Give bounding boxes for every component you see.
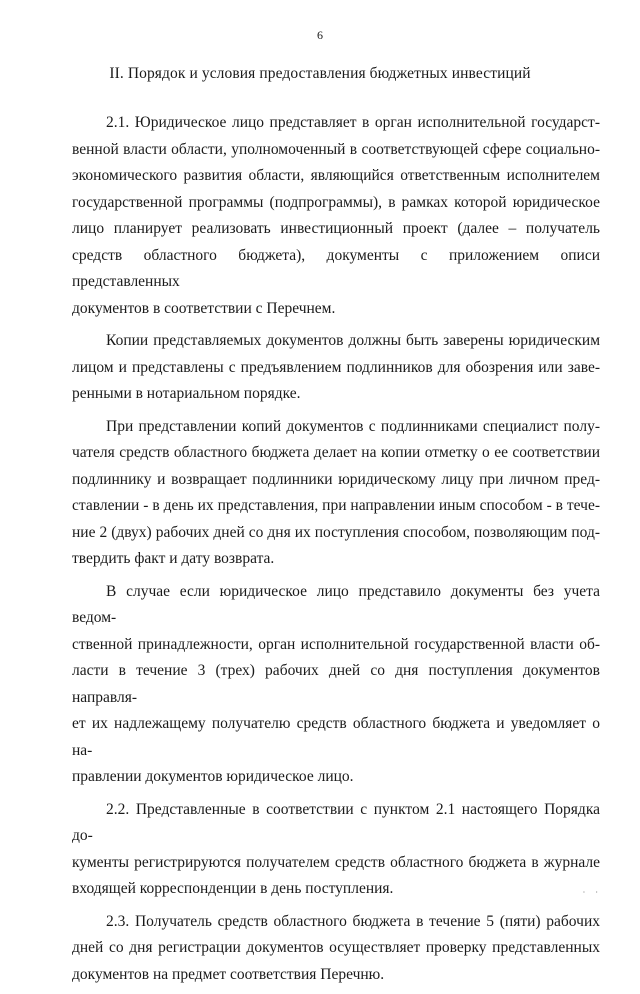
paragraph-line: венной власти области, уполномоченный в соответствующей сфере социально- — [72, 140, 600, 158]
paragraph-line: При представлении копий документов с подлинниками специалист полу- — [106, 417, 600, 435]
paragraph-line: экономического развития области, являющийся ответственным исполнителем — [72, 167, 600, 184]
paragraph-line: лицо планирует реализовать инвестиционный проект (далее – получатель — [72, 220, 600, 237]
paragraph — [72, 797, 600, 903]
paragraph-line: 2.2. Представленные в соответствии с пунктом 2.1 настоящего Порядка до- — [72, 800, 600, 844]
paragraph-line: документов на предмет соответствия Перечню. — [72, 965, 385, 983]
paragraph-line: подлиннику и возвращает подлинники юридическому лицу при личном пред- — [72, 470, 600, 488]
paragraph-line: ласти в течение 3 (трех) рабочих дней со дня поступления документов направля- — [72, 662, 600, 706]
paragraph-line: В случае если юридическое лицо представило документы без учета ведом- — [72, 582, 600, 626]
paragraph-line: ние 2 (двух) рабочих дней со дня их поступления способом, позволяющим под- — [72, 523, 600, 541]
paragraph-line: кументы регистрируются получателем средств областного бюджета в журнале — [72, 853, 600, 871]
paragraph — [72, 328, 600, 408]
paragraph-line: ренными в нотариальном порядке. — [72, 385, 301, 402]
section-heading: II. Порядок и условия предоставления бюджетных инвестиций — [109, 65, 531, 82]
paragraph-line: чателя средств областного бюджета делает на копии отметку о ее соответствии — [72, 444, 600, 461]
paragraph-line: входящей корреспонденции в день поступления. — [72, 880, 394, 897]
paragraph-line: государственной программы (подпрограммы), в рамках которой юридическое — [72, 193, 600, 211]
paragraph-line: лицом и представлены с предъявлением подлинников для обозрения или заве- — [72, 358, 600, 376]
paragraph-line: ственной принадлежности, орган исполнительной государственной власти об- — [72, 635, 600, 653]
scan-mark: · · — [582, 888, 602, 897]
paragraph — [72, 110, 600, 322]
paragraph-line: дней со дня регистрации документов осуществляет проверку представленных — [72, 939, 600, 956]
paragraph — [72, 414, 600, 573]
paragraph-line: правлении документов юридическое лицо. — [72, 768, 354, 785]
paragraph-line: 2.3. Получатель средств областного бюджета в течение 5 (пяти) рабочих — [106, 912, 600, 930]
paragraph-line: средств областного бюджета), документы с приложением описи представленных — [72, 246, 600, 290]
document-body — [72, 110, 600, 994]
paragraph — [72, 579, 600, 791]
paragraph — [72, 909, 600, 989]
paragraph-line: 2.1. Юридическое лицо представляет в орган исполнительной государст- — [106, 114, 600, 131]
paragraph-line: Копии представляемых документов должны быть заверены юридическим — [106, 332, 600, 349]
paragraph-line: ставлении - в день их представления, при направлении иным способом - в тече- — [72, 497, 600, 514]
paragraph-line: твердить факт и дату возврата. — [72, 550, 275, 567]
paragraph-line: ет их надлежащему получателю средств областного бюджета и уведомляет о на- — [72, 715, 600, 759]
page-number: 6 — [317, 28, 323, 42]
paragraph-line: документов в соответствии с Перечнем. — [72, 299, 336, 317]
